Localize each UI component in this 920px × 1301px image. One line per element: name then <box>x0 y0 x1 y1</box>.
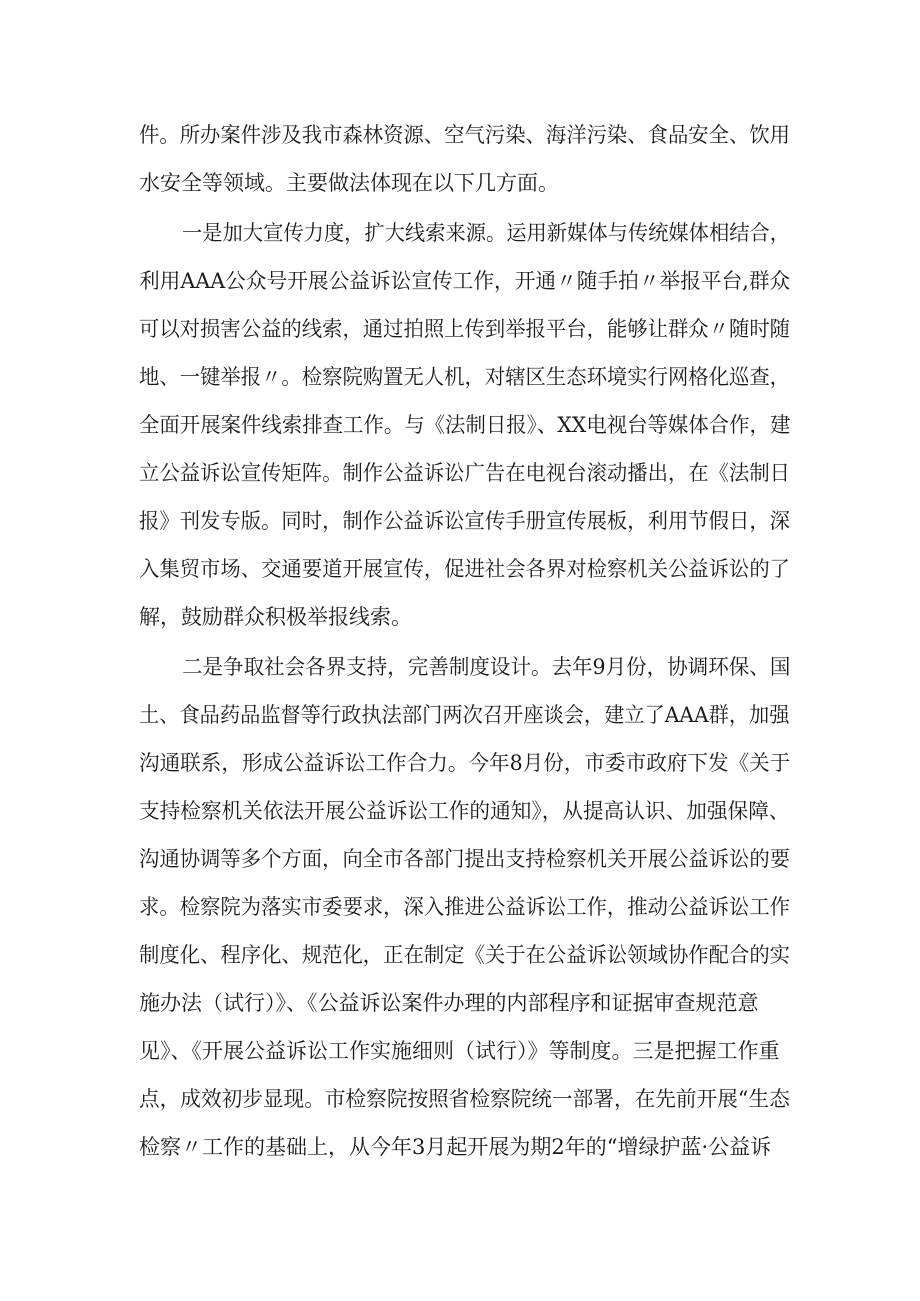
text-line-7: 全面开展案件线索排查工作。与《法制日报》、XX电视台等媒体合作，建 <box>139 413 791 437</box>
text-line-12: 二是争取社会各界支持，完善制度设计。去年9月份，协调环保、国 <box>182 655 791 679</box>
text-line-15: 支持检察机关依法开展公益诉讼工作的通知》，从提高认识、加强保障、 <box>139 799 790 823</box>
text-line-13: 土、食品药品监督等行政执法部门两次召开座谈会，建立了AAA群，加强 <box>139 703 790 727</box>
text-line-3: 一是加大宣传力度，扩大线索来源。运用新媒体与传统媒体相结合， <box>182 221 791 245</box>
text-line-6: 地、一键举报〃。检察院购置无人机，对辖区生态环境实行网格化巡查， <box>139 365 791 389</box>
text-line-18: 制度化、程序化、规范化，正在制定《关于在公益诉讼领域协作配合的实 <box>139 943 791 967</box>
text-line-1: 件。所办案件涉及我市森林资源、空气污染、海洋污染、食品安全、饮用 <box>139 123 791 147</box>
text-line-16: 沟通协调等多个方面，向全市各部门提出支持检察机关开展公益诉讼的要 <box>139 847 791 871</box>
text-line-4: 利用AAA公众号开展公益诉讼宣传工作，开通〃随手拍〃举报平台,群众 <box>139 269 791 293</box>
text-line-11: 解，鼓励群众积极举报线索。 <box>139 605 412 629</box>
text-line-19: 施办法（试行）》、《公益诉讼案件办理的内部程序和证据审查规范意 <box>139 991 759 1015</box>
text-line-10: 入集贸市场、交通要道开展宣传，促进社会各界对检察机关公益诉讼的了 <box>139 557 791 581</box>
text-line-9: 报》刊发专版。同时，制作公益诉讼宣传手册宣传展板，利用节假日，深 <box>139 509 791 533</box>
text-line-21: 点，成效初步显现。市检察院按照省检察院统一部署，在先前开展“生态 <box>139 1087 790 1111</box>
text-line-2: 水安全等领域。主要做法体现在以下几方面。 <box>139 171 559 195</box>
text-line-5: 可以对损害公益的线索，通过拍照上传到举报平台，能够让群众〃随时随 <box>139 317 791 341</box>
text-line-14: 沟通联系，形成公益诉讼工作合力。今年8月份，市委市政府下发《关于 <box>139 751 791 775</box>
text-line-20: 见》、《开展公益诉讼工作实施细则（试行）》等制度。三是把握工作重 <box>139 1039 780 1063</box>
text-line-22: 检察〃工作的基础上，从今年3月起开展为期2年的“增绿护蓝·公益诉 <box>139 1135 772 1159</box>
text-line-8: 立公益诉讼宣传矩阵。制作公益诉讼广告在电视台滚动播出，在《法制日 <box>139 461 791 485</box>
text-line-17: 求。检察院为落实市委要求，深入推进公益诉讼工作，推动公益诉讼工作 <box>139 895 791 919</box>
